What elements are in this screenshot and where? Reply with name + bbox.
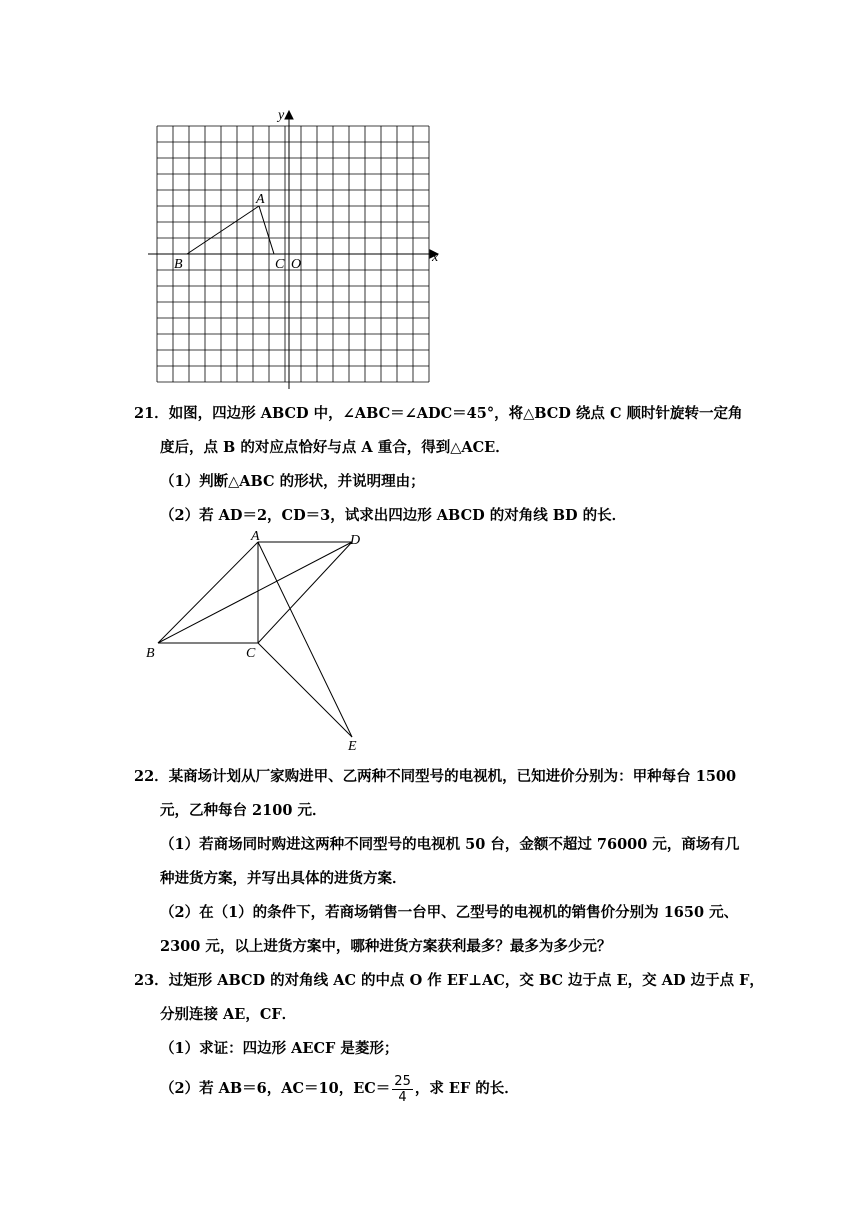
- segment-ae: [258, 542, 352, 737]
- segment-ba: [187, 206, 259, 254]
- point-label-o: O: [291, 257, 302, 272]
- q21-number: 21．: [134, 405, 169, 422]
- q22-stem-line1: 某商场计划从厂家购进甲、乙两种不同型号的电视机，已知进价分别为：甲种每台 1500: [168, 768, 737, 785]
- segment-bd: [158, 542, 352, 643]
- y-axis-arrow: [285, 111, 293, 119]
- segment-dc: [258, 542, 352, 643]
- coordinate-grid-figure: [140, 105, 460, 395]
- q23-part1: [160, 1039, 860, 1059]
- triangle-abc: [187, 206, 274, 254]
- label-d: D: [350, 533, 361, 548]
- label-e: E: [348, 739, 357, 754]
- point-label-b: B: [174, 257, 183, 272]
- fraction-numerator: 25: [394, 1073, 411, 1089]
- q21-part2-text: （2）若 AD＝2，CD＝3，试求出四边形 ABCD 的对角线 BD 的长．: [160, 507, 627, 524]
- figure-segments: [158, 542, 352, 737]
- quadrilateral-figure: [140, 530, 380, 755]
- q23-number: 23．: [134, 972, 169, 989]
- segment-ac: [259, 206, 274, 254]
- q22-part2-b-text: 2300 元，以上进货方案中，哪种进货方案获利最多？最多为多少元？: [160, 938, 612, 955]
- q22-part1-a-text: （1）若商场同时购进这两种不同型号的电视机 50 台，金额不超过 76000 元，商场有几: [160, 836, 740, 853]
- q22-part2-b: [160, 937, 860, 957]
- q23-part2-prefix: （2）若 AB＝6，AC＝10，EC＝: [160, 1080, 391, 1097]
- q23-line1: [134, 971, 860, 991]
- q23-line2: [160, 1005, 860, 1025]
- q21-stem-line2: 度后，点 B 的对应点恰好与点 A 重合，得到△ACE．: [160, 439, 510, 456]
- q22-part2-a: [160, 903, 860, 923]
- label-c: C: [246, 646, 256, 661]
- label-b: B: [146, 646, 155, 661]
- q21-part2: [160, 506, 860, 526]
- q22-part2-a-text: （2）在（1）的条件下，若商场销售一台甲、乙型号的电视机的销售价分别为 1650 元、: [160, 904, 739, 921]
- point-label-c: C: [275, 257, 285, 272]
- label-a: A: [251, 530, 260, 544]
- axes: [148, 111, 438, 389]
- q22-part1-b: [160, 869, 860, 889]
- q23-stem-line1: 过矩形 ABCD 的对角线 AC 的中点 O 作 EF⊥AC，交 BC 边于点 E，交 AD 边于点 F，: [168, 972, 764, 989]
- q21-part1-text: （1）判断△ABC 的形状，并说明理由；: [160, 473, 425, 490]
- q21-line2: [160, 438, 860, 458]
- q23-part2: [160, 1072, 860, 1106]
- q22-line2: [160, 801, 860, 821]
- axis-label-x: x: [432, 250, 439, 265]
- point-label-a: A: [256, 192, 265, 207]
- q22-line1: [134, 767, 860, 787]
- q21-line1: [134, 404, 860, 424]
- q22-part1-b-text: 种进货方案，并写出具体的进货方案．: [160, 870, 407, 887]
- q21-stem-line1: 如图，四边形 ABCD 中，∠ABC＝∠ADC＝45°，将△BCD 绕点 C 顺时针旋转一定角: [168, 405, 743, 422]
- fraction-denominator: 4: [398, 1089, 407, 1105]
- q23-part2-suffix: ，求 EF 的长．: [414, 1080, 519, 1097]
- q21-part1: [160, 472, 860, 492]
- fraction-ec: [392, 1074, 413, 1105]
- axis-label-y: y: [278, 108, 285, 123]
- q22-number: 22．: [134, 768, 169, 785]
- segment-ce: [258, 643, 352, 737]
- segment-ab: [158, 542, 258, 643]
- q23-part1-text: （1）求证：四边形 AECF 是菱形；: [160, 1040, 399, 1057]
- q22-stem-line2: 元，乙种每台 2100 元．: [160, 802, 327, 819]
- q22-part1-a: [160, 835, 860, 855]
- q23-stem-line2: 分别连接 AE，CF．: [160, 1006, 297, 1023]
